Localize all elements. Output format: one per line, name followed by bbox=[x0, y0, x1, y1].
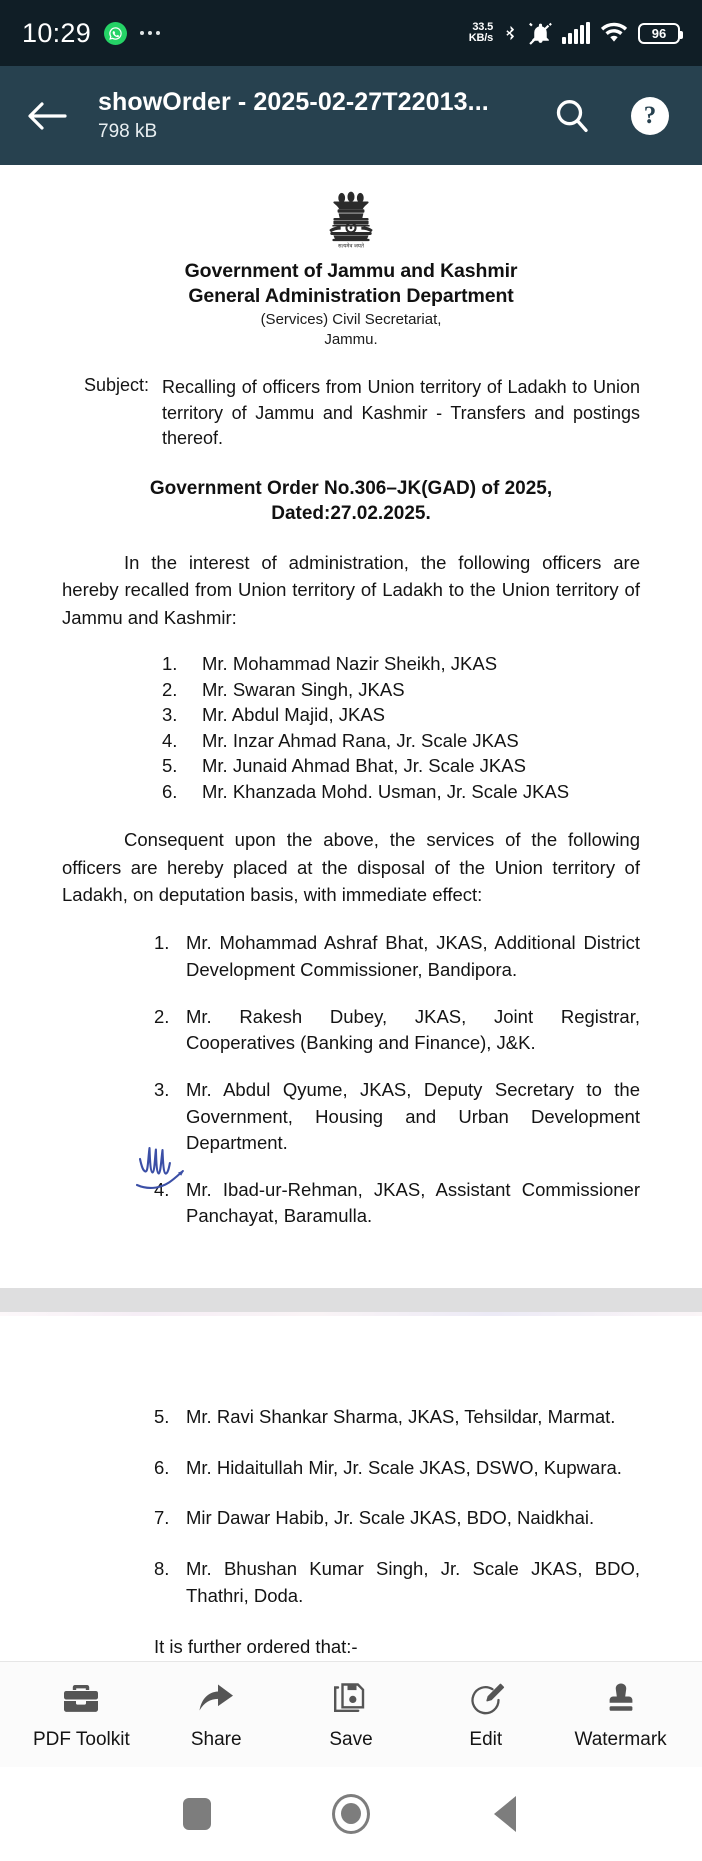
order-number-line-1: Government Order No.306–JK(GAD) of 2025, bbox=[149, 477, 553, 499]
save-disk-icon bbox=[332, 1678, 370, 1718]
list-text: Mr. Junaid Ahmad Bhat, Jr. Scale JKAS bbox=[202, 755, 526, 777]
paragraph-3: It is further ordered that:- bbox=[154, 1636, 358, 1658]
subject-text: Recalling of officers from Union territory of Ladakh to Union territory of Jammu and Kashmir - Transfers and postings thereof. bbox=[162, 377, 640, 449]
list-item bbox=[154, 1556, 640, 1609]
bottom-toolbar-label: Edit bbox=[469, 1728, 503, 1750]
list-text: Mr. Hidaitullah Mir, Jr. Scale JKAS, DSWO, Kupwara. bbox=[186, 1456, 622, 1478]
net-speed-unit: KB/s bbox=[468, 32, 493, 44]
help-button[interactable] bbox=[628, 94, 672, 138]
share-arrow-icon bbox=[197, 1678, 235, 1718]
status-clock: 10:29 bbox=[22, 17, 92, 48]
list-text: Mir Dawar Habib, Jr. Scale JKAS, BDO, Naidkhai. bbox=[186, 1507, 595, 1529]
subject-label: Subject: bbox=[84, 375, 150, 396]
pdf-page-2 bbox=[0, 1316, 702, 1661]
deputation-officers-list-page-2 bbox=[62, 1404, 640, 1609]
list-number: 3. bbox=[154, 1078, 170, 1100]
status-bar-right bbox=[469, 20, 680, 46]
pdf-page-1 bbox=[0, 187, 702, 1230]
list-number: 3. bbox=[162, 704, 178, 726]
battery-percent: 96 bbox=[651, 25, 667, 41]
list-number: 7. bbox=[154, 1507, 170, 1529]
list-item bbox=[162, 779, 640, 805]
watermark-stamp-icon bbox=[602, 1678, 640, 1718]
document-viewport[interactable] bbox=[0, 165, 702, 1661]
paragraph-1: In the interest of administration, the following officers are hereby recalled from Union territory of Ladakh to the Union territory of Jammu and Kashmir: bbox=[62, 552, 640, 628]
status-bar bbox=[0, 0, 702, 66]
list-item bbox=[154, 1177, 640, 1230]
subject-row bbox=[62, 375, 640, 452]
document-title: showOrder - 2025-02-27T22013... bbox=[98, 88, 489, 116]
system-navigation-bar bbox=[0, 1767, 702, 1861]
net-speed-value: 33.5 bbox=[472, 21, 493, 33]
list-number: 6. bbox=[162, 780, 178, 802]
list-text: Mr. Swaran Singh, JKAS bbox=[202, 678, 405, 700]
whatsapp-icon bbox=[104, 22, 127, 45]
list-number: 1. bbox=[162, 653, 178, 675]
list-text: Mr. Bhushan Kumar Singh, Jr. Scale JKAS, BDO, Thathri, Doda. bbox=[186, 1557, 640, 1606]
paragraph-2: Consequent upon the above, the services of the following officers are hereby placed at the disposal of the Union territory of Ladakh, on deputation basis, with immediate effect: bbox=[62, 829, 640, 906]
list-number: 1. bbox=[154, 932, 170, 954]
list-number: 6. bbox=[154, 1456, 170, 1478]
deputation-officers-list-page-1 bbox=[62, 930, 640, 1230]
edit-button[interactable] bbox=[422, 1678, 550, 1751]
org-line-1: Government of Jammu and Kashmir bbox=[184, 260, 518, 283]
list-item bbox=[162, 702, 640, 728]
toolbox-icon bbox=[62, 1678, 100, 1718]
list-item bbox=[162, 753, 640, 779]
list-item bbox=[162, 651, 640, 677]
document-file-size: 798 kB bbox=[98, 121, 158, 142]
battery-indicator bbox=[638, 23, 680, 44]
list-item bbox=[162, 728, 640, 754]
list-number: 5. bbox=[154, 1406, 170, 1428]
list-number: 2. bbox=[154, 1005, 170, 1027]
india-national-emblem-icon bbox=[320, 187, 382, 251]
recalled-officers-list bbox=[62, 651, 640, 804]
bottom-toolbar-label: Watermark bbox=[574, 1728, 667, 1750]
list-number: 4. bbox=[154, 1178, 170, 1200]
bottom-toolbar-label: Save bbox=[329, 1728, 373, 1750]
list-item bbox=[154, 1505, 640, 1532]
app-bar-actions bbox=[550, 94, 678, 138]
list-text: Mr. Mohammad Ashraf Bhat, JKAS, Additional District Development Commissioner, Bandipora. bbox=[186, 932, 640, 981]
recents-square-icon[interactable] bbox=[167, 1784, 227, 1844]
list-item bbox=[154, 1004, 640, 1057]
save-button[interactable] bbox=[287, 1678, 415, 1751]
net-speed-indicator bbox=[469, 22, 493, 44]
cellular-signal-icon bbox=[562, 22, 590, 44]
list-text: Mr. Mohammad Nazir Sheikh, JKAS bbox=[202, 653, 498, 675]
bluetooth-icon bbox=[502, 20, 519, 46]
list-text: Mr. Ravi Shankar Sharma, JKAS, Tehsildar, Marmat. bbox=[186, 1406, 616, 1428]
search-icon[interactable] bbox=[550, 94, 594, 138]
list-text: Mr. Abdul Qyume, JKAS, Deputy Secretary to the Government, Housing and Urban Development Department. bbox=[186, 1078, 640, 1154]
list-text: Mr. Inzar Ahmad Rana, Jr. Scale JKAS bbox=[202, 729, 519, 751]
edit-pencil-icon bbox=[467, 1678, 505, 1718]
list-item bbox=[154, 1404, 640, 1431]
list-text: Mr. Ibad-ur-Rehman, JKAS, Assistant Commissioner Panchayat, Baramulla. bbox=[186, 1178, 640, 1227]
bell-muted-icon bbox=[528, 21, 553, 46]
home-circle-icon[interactable] bbox=[321, 1784, 381, 1844]
app-bar-titles bbox=[90, 88, 530, 143]
more-dots-icon bbox=[140, 31, 160, 35]
list-number: 5. bbox=[162, 755, 178, 777]
status-bar-left bbox=[22, 18, 160, 49]
list-text: Mr. Rakesh Dubey, JKAS, Joint Registrar, Cooperatives (Banking and Finance), J&K. bbox=[186, 1005, 640, 1054]
bottom-toolbar-label: PDF Toolkit bbox=[32, 1728, 130, 1750]
share-button[interactable] bbox=[152, 1678, 280, 1751]
watermark-button[interactable] bbox=[557, 1678, 685, 1751]
list-item bbox=[162, 677, 640, 703]
page-separator bbox=[0, 1288, 702, 1312]
back-arrow-icon[interactable] bbox=[24, 93, 70, 139]
bottom-toolbar-label: Share bbox=[190, 1728, 242, 1750]
pdf-toolkit-button[interactable] bbox=[17, 1678, 145, 1751]
back-triangle-icon[interactable] bbox=[475, 1784, 535, 1844]
list-number: 2. bbox=[162, 678, 178, 700]
list-item bbox=[154, 1077, 640, 1157]
list-text: Mr. Abdul Majid, JKAS bbox=[202, 704, 386, 726]
order-number-line-2: Dated:27.02.2025. bbox=[271, 503, 431, 525]
list-item bbox=[154, 1455, 640, 1482]
list-text: Mr. Khanzada Mohd. Usman, Jr. Scale JKAS bbox=[202, 780, 570, 802]
org-sub-1: (Services) Civil Secretariat, bbox=[260, 311, 442, 329]
page-bottom-margin bbox=[0, 1250, 702, 1288]
org-sub-2: Jammu. bbox=[324, 330, 378, 348]
bottom-toolbar bbox=[0, 1661, 702, 1767]
list-number: 4. bbox=[162, 729, 178, 751]
app-bar bbox=[0, 66, 702, 165]
list-item bbox=[154, 930, 640, 983]
help-icon: ? bbox=[631, 97, 669, 135]
wifi-icon bbox=[599, 21, 629, 45]
svg-text:सत्यमेव जयते: सत्यमेव जयते bbox=[338, 243, 364, 250]
org-line-2: General Administration Department bbox=[188, 284, 514, 307]
list-number: 8. bbox=[154, 1557, 170, 1579]
